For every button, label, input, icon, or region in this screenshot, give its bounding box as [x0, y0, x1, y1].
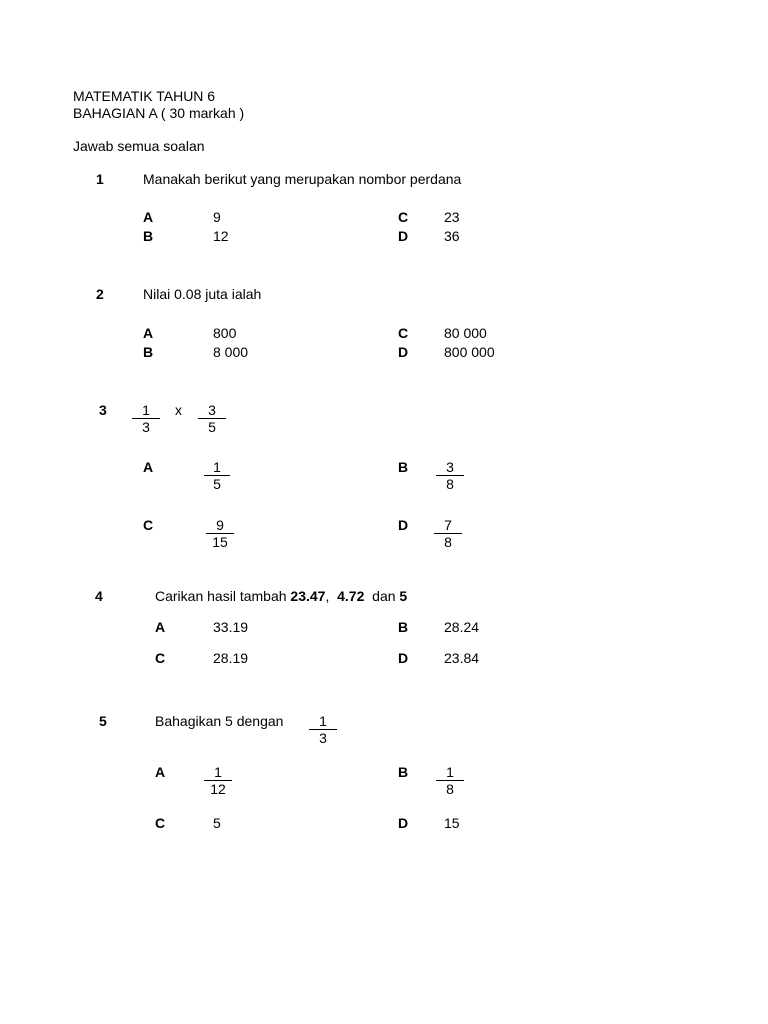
numerator: 3 [208, 402, 216, 418]
numerator: 1 [214, 764, 222, 780]
option-letter-d: D [398, 228, 409, 244]
denominator: 12 [210, 781, 226, 797]
instruction-text: Jawab semua soalan [73, 138, 205, 154]
question-text: Nilai 0.08 juta ialah [143, 286, 262, 302]
question-number: 5 [99, 713, 107, 729]
option-letter-c: C [155, 650, 166, 666]
option-value-a[interactable]: 33.19 [213, 619, 249, 635]
separator-1: , [325, 588, 338, 604]
option-letter-a: A [155, 619, 166, 635]
option-letter-c: C [155, 815, 166, 831]
denominator: 5 [208, 419, 216, 435]
option-value-d[interactable]: 23.84 [444, 650, 480, 666]
option-letter-a: A [143, 459, 154, 475]
question-number: 4 [95, 588, 103, 604]
option-value-c[interactable]: 28.19 [213, 650, 249, 666]
option-value-b[interactable]: 28.24 [444, 619, 480, 635]
option-value-a[interactable]: 800 [213, 325, 237, 341]
separator-2: dan [364, 588, 400, 604]
option-value-a[interactable]: 9 [213, 209, 221, 225]
option-value-b[interactable]: 12 [213, 228, 229, 244]
multiply-operator: x [175, 402, 182, 418]
option-value-d[interactable]: 800 000 [444, 344, 495, 360]
option-letter-d: D [398, 344, 409, 360]
numerator: 7 [444, 517, 452, 533]
option-value-c[interactable]: 5 [213, 815, 221, 831]
value-1: 23.47 [290, 588, 326, 604]
question-text: Manakah berikut yang merupakan nombor perdana [143, 171, 462, 187]
option-value-c[interactable]: 23 [444, 209, 460, 225]
denominator: 5 [213, 476, 221, 492]
value-2: 4.72 [337, 588, 365, 604]
option-letter-d: D [398, 650, 409, 666]
option-value-d[interactable]: 36 [444, 228, 460, 244]
option-letter-b: B [143, 344, 154, 360]
denominator: 8 [446, 476, 454, 492]
option-letter-b: B [398, 619, 409, 635]
denominator: 3 [142, 419, 150, 435]
question-text: Bahagikan 5 dengan [155, 713, 284, 729]
value-3: 5 [399, 588, 408, 604]
question-text [155, 588, 407, 604]
option-letter-b: B [398, 764, 409, 780]
numerator: 1 [142, 402, 150, 418]
option-letter-a: A [143, 209, 154, 225]
numerator: 1 [446, 764, 454, 780]
denominator: 3 [319, 730, 327, 746]
denominator: 15 [212, 534, 228, 550]
option-value-c[interactable]: 80 000 [444, 325, 487, 341]
denominator: 8 [446, 781, 454, 797]
numerator: 1 [319, 713, 327, 729]
numerator: 9 [216, 517, 224, 533]
numerator: 3 [446, 459, 454, 475]
option-value-b[interactable]: 8 000 [213, 344, 249, 360]
section-heading: BAHAGIAN A ( 30 markah ) [73, 105, 245, 121]
option-letter-b: B [398, 459, 409, 475]
option-letter-a: A [155, 764, 166, 780]
option-letter-b: B [143, 228, 154, 244]
text-prefix: Carikan hasil tambah [155, 588, 291, 604]
worksheet-title: MATEMATIK TAHUN 6 [73, 88, 216, 104]
denominator: 8 [444, 534, 452, 550]
question-number: 1 [96, 171, 104, 187]
numerator: 1 [213, 459, 221, 475]
question-number: 2 [96, 286, 104, 302]
option-letter-d: D [398, 815, 409, 831]
option-letter-c: C [398, 325, 409, 341]
option-letter-c: C [143, 517, 154, 533]
option-letter-a: A [143, 325, 154, 341]
option-value-d[interactable]: 15 [444, 815, 460, 831]
option-letter-d: D [398, 517, 409, 533]
option-letter-c: C [398, 209, 409, 225]
question-number: 3 [99, 402, 107, 418]
